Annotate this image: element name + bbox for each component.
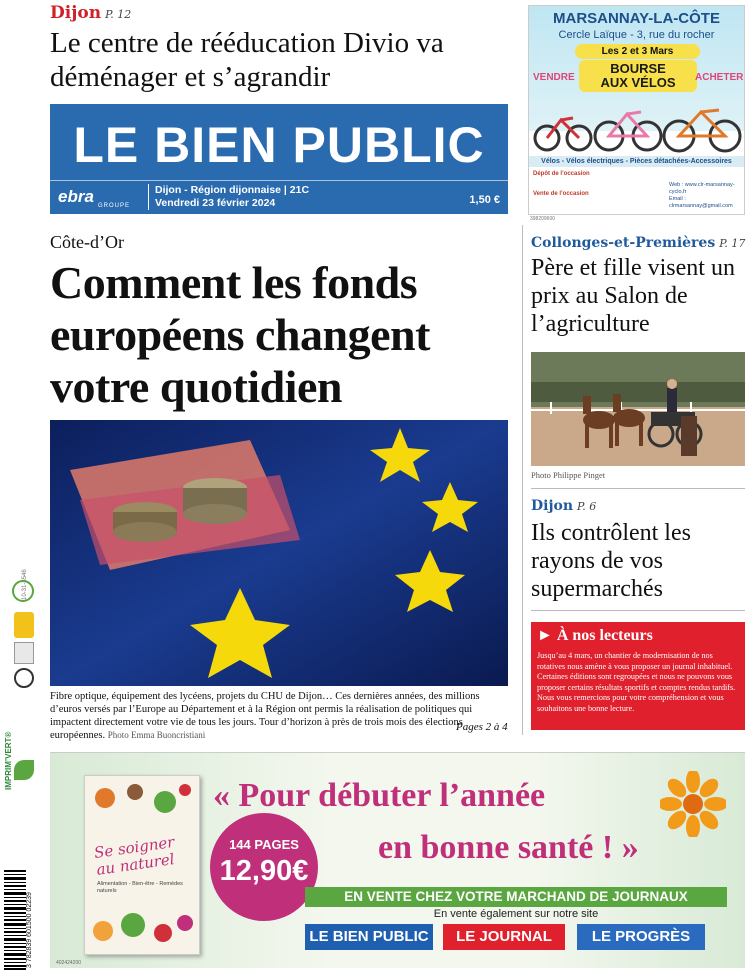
- herbs-illustration: [85, 778, 201, 838]
- book-cover: [84, 775, 200, 955]
- right-story-2-page: P. 6: [577, 500, 597, 513]
- main-story-pages[interactable]: Pages 2 à 4: [456, 721, 508, 733]
- book-title: Se soigner au naturel: [92, 832, 176, 879]
- logo-le-bien-public: LE BIEN PUBLIC: [305, 924, 433, 950]
- ad-price-badge: [210, 813, 318, 921]
- horse-carriage-image: [531, 352, 745, 466]
- sorting-icon: [14, 668, 34, 688]
- main-story-headline[interactable]: Comment les fonds européens changent votre quotidien: [50, 257, 430, 412]
- ad-bourse-schedule: [533, 170, 590, 198]
- top-teaser-headline[interactable]: Le centre de rééducation Divio va déménager et s’agrandir: [50, 27, 444, 93]
- main-story-photo[interactable]: [50, 420, 508, 686]
- main-story-caption-text: Fibre optique, équipement des lycéens, projets du CHU de Dijon… Ces dernières années, des millions d’euros versés par l’Europe au Département et à la Région ont permis la réalisation de politiques qui impactent directement votre vie de tous les jours. Tour d’horizon à près de trois mois des élections européennes.: [50, 691, 480, 741]
- book-subtitle: Alimentation - Bien-être - Remèdes naturels: [97, 881, 183, 894]
- ebra-group-label: GROUPE: [98, 203, 131, 209]
- barcode-number: 3 782839 601500 02239: [26, 892, 33, 968]
- price: 1,50 €: [469, 194, 500, 206]
- recycling-label-icon: [14, 612, 34, 638]
- main-story-caption: [50, 690, 510, 742]
- ad-bourse-contact: [669, 182, 744, 210]
- ad-bourse-title: MARSANNAY-LA-CÔTE: [553, 10, 720, 27]
- readers-notice-title: ► À nos lecteurs: [537, 627, 653, 644]
- readers-notice-body: Jusqu’au 4 mars, un chantier de modernisation de nos rotatives nous amène à vous proposer un journal inhabituel. Certaines éditions sont regroupées et nous ne pouvons vous proposer certains résultats sportifs et comptes rendus tardifs. Nous vous remercions pour votre compréhension et vous souhaitons une bonne lecture.: [537, 651, 736, 713]
- bicycles-illustration: [529, 94, 745, 156]
- ad-web-line: En vente également sur notre site: [433, 908, 599, 920]
- right-divider-1: [531, 488, 745, 489]
- right-story-2-headline[interactable]: Ils contrôlent les rayons de vos supermarchés: [531, 520, 691, 602]
- main-story-photo-credit: Photo Emma Buoncristiani: [107, 730, 206, 740]
- right-divider-2: [531, 610, 745, 611]
- edition-info: [148, 184, 309, 210]
- column-divider: [522, 225, 523, 735]
- ad-slogan-line1: « Pour débuter l’année: [213, 777, 546, 814]
- ad-bourse-subtitle: Cercle Laïque - 3, rue du rocher: [558, 29, 715, 41]
- ad-bourse-depot-label: Dépôt de l’occasion: [533, 171, 590, 177]
- ad-bourse-web: Web : www.clr-marsannay-cyclo.fr: [669, 182, 735, 195]
- ad-bourse-event-line1: BOURSE: [610, 61, 666, 76]
- newspaper-title: LE BIEN PUBLIC: [73, 117, 485, 173]
- sidebar-code: 10-31-3546: [22, 569, 28, 600]
- ad-bourse-event-line2: AUX VÉLOS: [600, 75, 676, 90]
- logo-le-progres: LE PROGRÈS: [577, 924, 705, 950]
- journal-icon: [14, 642, 34, 664]
- flowers-illustration: [85, 901, 201, 951]
- ad-bourse-code: 398209600: [530, 216, 556, 222]
- barcode: [4, 870, 26, 970]
- right-story-1-kicker[interactable]: [531, 235, 745, 251]
- logo-le-journal: LE JOURNAL: [443, 924, 565, 950]
- ad-sale-banner: EN VENTE CHEZ VOTRE MARCHAND DE JOURNAUX: [305, 887, 727, 907]
- right-story-1-photo[interactable]: [531, 352, 745, 466]
- right-story-1-section: Collonges-et-Premières: [531, 235, 716, 251]
- ad-se-soigner-au-naturel[interactable]: [50, 752, 745, 968]
- top-teaser-section: Dijon: [50, 3, 102, 23]
- ad-book-code: 402424200: [56, 960, 82, 966]
- readers-notice[interactable]: [531, 622, 745, 730]
- ad-price: 12,90€: [219, 855, 309, 887]
- right-story-1-headline[interactable]: Père et fille visent un prix au Salon de l’agriculture: [531, 255, 735, 337]
- top-teaser-page: P. 12: [105, 8, 132, 21]
- top-teaser-kicker[interactable]: [50, 3, 131, 23]
- right-story-1-page: P. 17: [719, 237, 746, 250]
- masthead-info-bar: [50, 180, 508, 214]
- ad-page-count: 144 PAGES: [229, 837, 299, 852]
- right-story-2-kicker[interactable]: [531, 498, 596, 514]
- right-story-2-section: Dijon: [531, 498, 574, 514]
- masthead: [50, 104, 508, 214]
- ad-bourse-aux-velos[interactable]: [528, 5, 745, 215]
- edition-date: Vendredi 23 février 2024: [155, 197, 276, 209]
- eu-flag-coins-image: [50, 420, 508, 686]
- ad-bourse-tag-sell: VENDRE: [533, 72, 575, 83]
- calendula-flower-icon: [660, 771, 726, 837]
- imprim-vert-label: IMPRIM’VERT®: [4, 731, 13, 790]
- recycle-icon: [12, 569, 34, 602]
- leaf-icon: [14, 760, 34, 780]
- ad-bourse-event: [579, 60, 697, 92]
- main-story-kicker: Côte-d’Or: [50, 232, 124, 252]
- right-story-1-photo-credit: Photo Philippe Pinget: [531, 470, 606, 480]
- edition-name: Dijon - Région dijonnaise | 21C: [155, 184, 310, 196]
- ad-bourse-dates: Les 2 et 3 Mars: [575, 44, 700, 59]
- ad-bourse-email: Email : clrmarsannay@gmail.com: [669, 196, 733, 209]
- ebra-logo: ebra: [58, 187, 94, 206]
- ad-slogan-line2: en bonne santé ! »: [378, 829, 639, 866]
- ad-bourse-sale-label: Vente de l’occasion: [533, 191, 589, 197]
- ad-bourse-features: Vélos - Vélos électriques - Pièces détachées-Accessoires: [529, 156, 744, 167]
- ad-bourse-tag-buy: ACHETER: [695, 72, 744, 83]
